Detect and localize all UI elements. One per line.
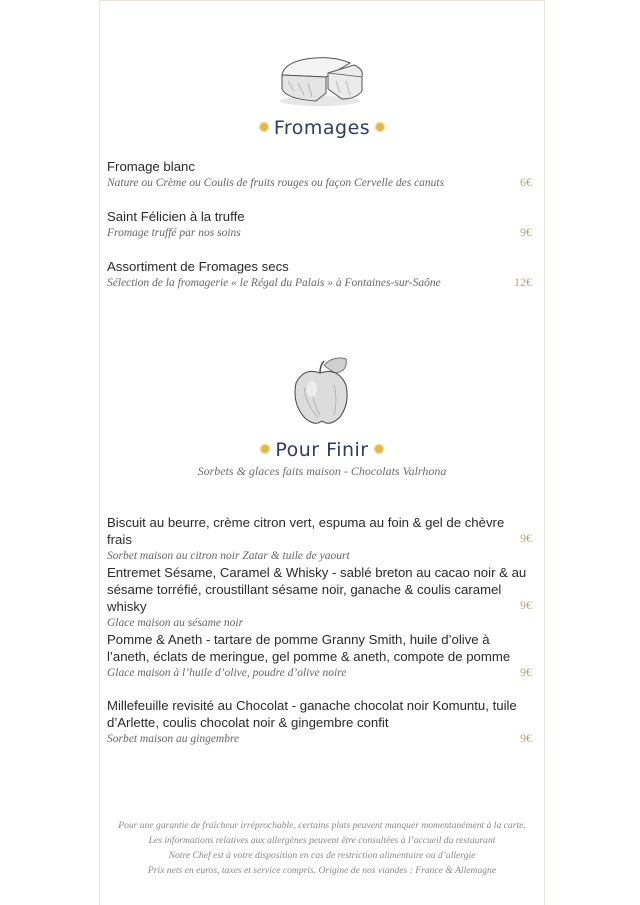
item-description: Sorbet maison au citron noir Zatar & tuile de yaourt <box>107 550 350 562</box>
section-title-fromages: Fromages <box>100 117 544 139</box>
menu-item <box>107 697 532 748</box>
item-price: 12€ <box>514 275 532 289</box>
footer-notes <box>100 818 544 878</box>
item-name: Entremet Sésame, Caramel & Whisky - sablé breton au cacao noir & au sésame torréfié, croustillant sésame noir, ganache & coulis caramel whisky <box>107 565 527 614</box>
item-name: Biscuit au beurre, crème citron vert, espuma au foin & gel de chèvre frais <box>107 515 505 547</box>
item-name: Assortiment de Fromages secs <box>107 259 289 274</box>
menu-item <box>107 514 532 565</box>
item-price: 9€ <box>520 665 532 679</box>
menu-item <box>107 631 532 682</box>
menu-item <box>107 208 532 242</box>
cheese-illustration-icon <box>276 53 368 107</box>
footer-line: Prix nets en euros, taxes et service compris. Origine de nos viandes : France & Allemagne <box>147 865 497 876</box>
flower-ornament-icon <box>260 123 268 131</box>
item-price: 9€ <box>520 598 532 612</box>
menu-item <box>107 564 532 632</box>
item-price: 9€ <box>520 225 532 239</box>
menu-page <box>99 0 545 905</box>
section-title-pour-finir: Pour Finir <box>100 439 544 461</box>
item-name: Saint Félicien à la truffe <box>107 209 245 224</box>
apple-illustration-icon <box>290 353 354 427</box>
item-name: Pomme & Aneth - tartare de pomme Granny Smith, huile d’olive à l’aneth, éclats de meringue, gel pomme & aneth, compote de pomme <box>107 632 511 664</box>
flower-ornament-icon <box>376 123 384 131</box>
menu-item <box>107 258 532 292</box>
item-name: Millefeuille revisité au Chocolat - ganache chocolat noir Komuntu, tuile d’Arlette, coulis chocolat noir & gingembre confit <box>107 698 517 730</box>
item-name: Fromage blanc <box>107 159 195 174</box>
item-description: Nature ou Crème ou Coulis de fruits rouges ou façon Cervelle des canuts <box>107 177 445 189</box>
section-subtitle: Sorbets & glaces faits maison - Chocolats Valrhona <box>197 464 447 478</box>
flower-ornament-icon <box>261 445 269 453</box>
item-description: Glace maison à l’huile d’olive, poudre d’olive noire <box>107 667 347 679</box>
item-price: 6€ <box>520 175 532 189</box>
item-description: Sélection de la fromagerie « le Régal du Palais » à Fontaines-sur-Saône <box>107 277 441 289</box>
item-description: Fromage truffé par nos soins <box>107 227 241 239</box>
item-description: Sorbet maison au gingembre <box>107 733 240 745</box>
item-price: 9€ <box>520 531 532 545</box>
flower-ornament-icon <box>375 445 383 453</box>
footer-line: Notre Chef est à votre disposition en cas de restriction alimentaire ou d’allergie <box>168 850 476 861</box>
item-price: 9€ <box>520 731 532 745</box>
menu-item <box>107 158 532 192</box>
footer-line: Les informations relatives aux allergènes peuvent être consultées à l’accueil du restaurant <box>148 835 496 846</box>
footer-line: Pour une garantie de fraîcheur irréprochable, certains plats peuvent manquer momentanément à la carte. <box>118 820 526 831</box>
item-description: Glace maison au sésame noir <box>107 617 244 629</box>
